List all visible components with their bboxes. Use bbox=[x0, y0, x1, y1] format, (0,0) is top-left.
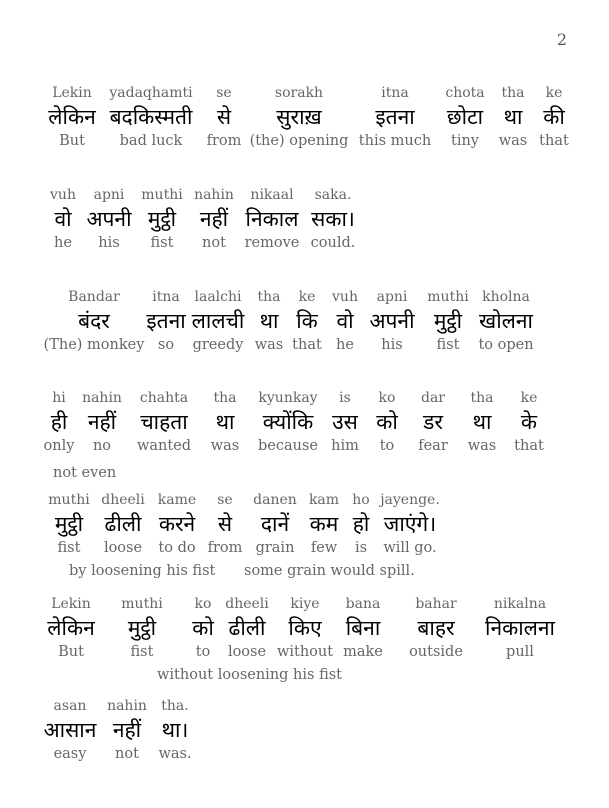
hindi-word: था bbox=[503, 105, 523, 129]
hindi-word: नहीं bbox=[112, 718, 142, 742]
word-column bbox=[337, 595, 389, 661]
transliteration: muthi bbox=[427, 289, 469, 305]
word-column bbox=[43, 491, 95, 557]
page-number: 2 bbox=[556, 30, 567, 49]
english-gloss: was bbox=[467, 438, 497, 454]
hindi-word: किए bbox=[288, 616, 322, 640]
transliteration: se bbox=[217, 492, 233, 508]
transliteration: nahin bbox=[82, 390, 122, 406]
word-column bbox=[99, 595, 185, 661]
english-gloss: (The) monkey bbox=[43, 337, 145, 353]
word-column bbox=[239, 186, 305, 252]
word-column bbox=[43, 697, 97, 763]
transliteration: kame bbox=[157, 492, 197, 508]
transliteration: kholna bbox=[482, 289, 530, 305]
word-column bbox=[201, 84, 247, 150]
transliteration: bahar bbox=[415, 596, 457, 612]
english-gloss: greedy bbox=[192, 337, 244, 353]
english-gloss: without bbox=[276, 644, 334, 660]
english-gloss: easy bbox=[53, 746, 87, 762]
english-gloss: could. bbox=[310, 235, 356, 251]
word-column bbox=[101, 84, 201, 150]
english-gloss: tiny bbox=[451, 133, 479, 149]
transliteration: is bbox=[339, 390, 351, 406]
hindi-word: मुट्ठी bbox=[147, 207, 177, 231]
hindi-word: जाएंगे। bbox=[383, 512, 437, 536]
transliteration: tha bbox=[470, 390, 494, 406]
transliteration: laalchi bbox=[194, 289, 242, 305]
hindi-word: बिना bbox=[345, 616, 381, 640]
english-gloss: this much bbox=[358, 133, 432, 149]
hindi-word: वो bbox=[54, 207, 72, 231]
english-gloss: he bbox=[336, 337, 354, 353]
english-gloss: (the) opening bbox=[249, 133, 349, 149]
hindi-word: अपनी bbox=[86, 207, 132, 231]
word-column bbox=[325, 288, 365, 354]
transliteration: ko bbox=[378, 390, 396, 406]
english-gloss: outside bbox=[409, 644, 463, 660]
word-column bbox=[135, 186, 189, 252]
hindi-word: लेकिन bbox=[47, 616, 95, 640]
english-gloss: remove bbox=[244, 235, 300, 251]
word-column bbox=[43, 595, 99, 661]
hindi-word: के bbox=[520, 410, 538, 434]
interlinear-line bbox=[43, 697, 193, 763]
word-column bbox=[419, 288, 477, 354]
word-column bbox=[185, 595, 221, 661]
word-column bbox=[409, 389, 457, 455]
transliteration: asan bbox=[53, 698, 87, 714]
hindi-word: मुट्ठी bbox=[127, 616, 157, 640]
hindi-word: कि bbox=[296, 309, 318, 333]
word-column bbox=[305, 186, 361, 252]
hindi-word: नहीं bbox=[87, 410, 117, 434]
transliteration: ke bbox=[298, 289, 316, 305]
hindi-word: से bbox=[217, 512, 233, 536]
english-gloss: from bbox=[206, 133, 242, 149]
transliteration: Lekin bbox=[52, 85, 92, 101]
hindi-word: ही bbox=[50, 410, 68, 434]
word-column bbox=[345, 491, 377, 557]
word-column bbox=[365, 288, 419, 354]
word-column bbox=[145, 288, 187, 354]
translation-note: without loosening his fist bbox=[157, 667, 343, 683]
word-column bbox=[203, 491, 247, 557]
hindi-word: छोटा bbox=[446, 105, 484, 129]
hindi-word: कम bbox=[309, 512, 339, 536]
word-column bbox=[477, 288, 535, 354]
transliteration: dheeli bbox=[225, 596, 269, 612]
transliteration: nahin bbox=[107, 698, 147, 714]
hindi-word: नहीं bbox=[199, 207, 229, 231]
word-column bbox=[43, 186, 83, 252]
hindi-word: अपनी bbox=[369, 309, 415, 333]
hindi-word: वो bbox=[336, 309, 354, 333]
english-gloss: was bbox=[210, 438, 240, 454]
english-gloss: that bbox=[539, 133, 569, 149]
english-gloss: pull bbox=[506, 644, 534, 660]
word-column bbox=[457, 389, 507, 455]
english-gloss: bad luck bbox=[119, 133, 183, 149]
english-gloss: loose bbox=[227, 644, 267, 660]
word-column bbox=[189, 186, 239, 252]
transliteration: muthi bbox=[121, 596, 163, 612]
english-gloss: not bbox=[115, 746, 139, 762]
transliteration: danen bbox=[253, 492, 297, 508]
word-column bbox=[247, 491, 303, 557]
english-gloss: his bbox=[98, 235, 120, 251]
transliteration: chahta bbox=[139, 390, 189, 406]
word-column bbox=[351, 84, 439, 150]
transliteration: dheeli bbox=[101, 492, 145, 508]
english-gloss: was bbox=[498, 133, 528, 149]
english-gloss: that bbox=[514, 438, 544, 454]
hindi-word: निकालना bbox=[485, 616, 555, 640]
hindi-word: हो bbox=[352, 512, 370, 536]
transliteration: tha. bbox=[161, 698, 189, 714]
word-column bbox=[507, 389, 551, 455]
hindi-word: इतना bbox=[375, 105, 415, 129]
hindi-word: दानें bbox=[260, 512, 290, 536]
hindi-word: था bbox=[215, 410, 235, 434]
hindi-word: बदकिस्मती bbox=[109, 105, 193, 129]
word-column bbox=[483, 595, 557, 661]
word-column bbox=[187, 288, 249, 354]
english-gloss: will go. bbox=[383, 540, 437, 556]
word-column bbox=[389, 595, 483, 661]
transliteration: yadaqhamti bbox=[109, 85, 193, 101]
transliteration: kyunkay bbox=[258, 390, 318, 406]
hindi-word: निकाल bbox=[245, 207, 299, 231]
english-gloss: fist bbox=[150, 235, 174, 251]
transliteration: ko bbox=[194, 596, 212, 612]
english-gloss: only bbox=[43, 438, 75, 454]
english-gloss: is bbox=[354, 540, 368, 556]
word-column bbox=[439, 84, 491, 150]
word-column bbox=[249, 288, 289, 354]
transliteration: nikalna bbox=[493, 596, 547, 612]
transliteration: apni bbox=[93, 187, 125, 203]
word-column bbox=[273, 595, 337, 661]
transliteration: ke bbox=[520, 390, 538, 406]
transliteration: Bandar bbox=[68, 289, 120, 305]
hindi-word: से bbox=[216, 105, 232, 129]
english-gloss: fear bbox=[418, 438, 448, 454]
transliteration: hi bbox=[52, 390, 66, 406]
word-column bbox=[43, 84, 101, 150]
english-gloss: because bbox=[258, 438, 318, 454]
english-gloss: his bbox=[381, 337, 403, 353]
transliteration: ke bbox=[545, 85, 563, 101]
english-gloss: fist bbox=[436, 337, 460, 353]
word-column bbox=[325, 389, 365, 455]
hindi-word: सका। bbox=[311, 207, 355, 231]
english-gloss: was bbox=[254, 337, 284, 353]
transliteration: itna bbox=[381, 85, 409, 101]
interlinear-line bbox=[43, 595, 557, 661]
transliteration: bana bbox=[345, 596, 381, 612]
hindi-word: डर bbox=[423, 410, 443, 434]
interlinear-line bbox=[43, 288, 535, 354]
english-gloss: But bbox=[59, 133, 85, 149]
transliteration: vuh bbox=[50, 187, 76, 203]
word-column bbox=[43, 288, 145, 354]
hindi-word: ढीली bbox=[104, 512, 142, 536]
hindi-word: की bbox=[543, 105, 565, 129]
english-gloss: was. bbox=[158, 746, 192, 762]
english-gloss: fist bbox=[130, 644, 154, 660]
interlinear-line bbox=[43, 491, 443, 557]
word-column bbox=[43, 389, 75, 455]
hindi-word: बाहर bbox=[417, 616, 455, 640]
english-gloss: so bbox=[157, 337, 175, 353]
hindi-word: मुट्ठी bbox=[433, 309, 463, 333]
hindi-word: को bbox=[376, 410, 398, 434]
word-column bbox=[221, 595, 273, 661]
hindi-word: था। bbox=[161, 718, 189, 742]
transliteration: tha bbox=[257, 289, 281, 305]
hindi-word: था bbox=[472, 410, 492, 434]
word-column bbox=[535, 84, 573, 150]
transliteration: tha bbox=[501, 85, 525, 101]
english-gloss: wanted bbox=[136, 438, 192, 454]
word-column bbox=[129, 389, 199, 455]
transliteration: kiye bbox=[290, 596, 320, 612]
word-column bbox=[157, 697, 193, 763]
hindi-word: चाहता bbox=[140, 410, 188, 434]
word-column bbox=[247, 84, 351, 150]
translation-note: by loosening his fist bbox=[69, 563, 216, 579]
interlinear-line bbox=[43, 389, 551, 455]
interlinear-line bbox=[43, 84, 573, 150]
translation-note: not even bbox=[53, 465, 117, 481]
english-gloss: he bbox=[54, 235, 72, 251]
english-gloss: grain bbox=[255, 540, 295, 556]
transliteration: ho bbox=[352, 492, 370, 508]
hindi-word: को bbox=[192, 616, 214, 640]
word-column bbox=[151, 491, 203, 557]
transliteration: se bbox=[216, 85, 232, 101]
transliteration: saka. bbox=[314, 187, 352, 203]
transliteration: sorakh bbox=[274, 85, 324, 101]
word-column bbox=[251, 389, 325, 455]
english-gloss: that bbox=[292, 337, 322, 353]
word-column bbox=[199, 389, 251, 455]
hindi-word: क्योंकि bbox=[262, 410, 314, 434]
hindi-word: उस bbox=[332, 410, 358, 434]
transliteration: muthi bbox=[48, 492, 90, 508]
english-gloss: fist bbox=[57, 540, 81, 556]
transliteration: muthi bbox=[141, 187, 183, 203]
english-gloss: not bbox=[202, 235, 226, 251]
english-gloss: But bbox=[58, 644, 84, 660]
transliteration: jayenge. bbox=[380, 492, 440, 508]
word-column bbox=[97, 697, 157, 763]
hindi-word: मुट्ठी bbox=[54, 512, 84, 536]
transliteration: dar bbox=[420, 390, 445, 406]
word-column bbox=[83, 186, 135, 252]
transliteration: tha bbox=[213, 390, 237, 406]
hindi-word: बंदर bbox=[78, 309, 110, 333]
english-gloss: to do bbox=[158, 540, 196, 556]
english-gloss: to bbox=[195, 644, 211, 660]
english-gloss: to open bbox=[478, 337, 534, 353]
english-gloss: few bbox=[310, 540, 338, 556]
english-gloss: make bbox=[343, 644, 383, 660]
transliteration: vuh bbox=[332, 289, 358, 305]
translation-note: some grain would spill. bbox=[244, 563, 415, 579]
transliteration: nikaal bbox=[250, 187, 294, 203]
word-column bbox=[75, 389, 129, 455]
hindi-word: ढीली bbox=[228, 616, 266, 640]
transliteration: itna bbox=[152, 289, 180, 305]
hindi-word: था bbox=[259, 309, 279, 333]
transliteration: apni bbox=[376, 289, 408, 305]
transliteration: chota bbox=[445, 85, 485, 101]
english-gloss: from bbox=[207, 540, 243, 556]
english-gloss: no bbox=[92, 438, 112, 454]
hindi-word: सुराख़ bbox=[276, 105, 322, 129]
word-column bbox=[491, 84, 535, 150]
hindi-word: आसान bbox=[43, 718, 97, 742]
hindi-word: लेकिन bbox=[48, 105, 96, 129]
hindi-word: इतना bbox=[146, 309, 186, 333]
english-gloss: to bbox=[379, 438, 395, 454]
interlinear-line bbox=[43, 186, 361, 252]
word-column bbox=[303, 491, 345, 557]
english-gloss: loose bbox=[103, 540, 143, 556]
hindi-word: करने bbox=[158, 512, 196, 536]
hindi-word: खोलना bbox=[479, 309, 533, 333]
word-column bbox=[365, 389, 409, 455]
transliteration: kam bbox=[308, 492, 340, 508]
english-gloss: him bbox=[331, 438, 359, 454]
transliteration: Lekin bbox=[51, 596, 91, 612]
word-column bbox=[289, 288, 325, 354]
transliteration: nahin bbox=[194, 187, 234, 203]
hindi-word: लालची bbox=[191, 309, 245, 333]
word-column bbox=[377, 491, 443, 557]
word-column bbox=[95, 491, 151, 557]
